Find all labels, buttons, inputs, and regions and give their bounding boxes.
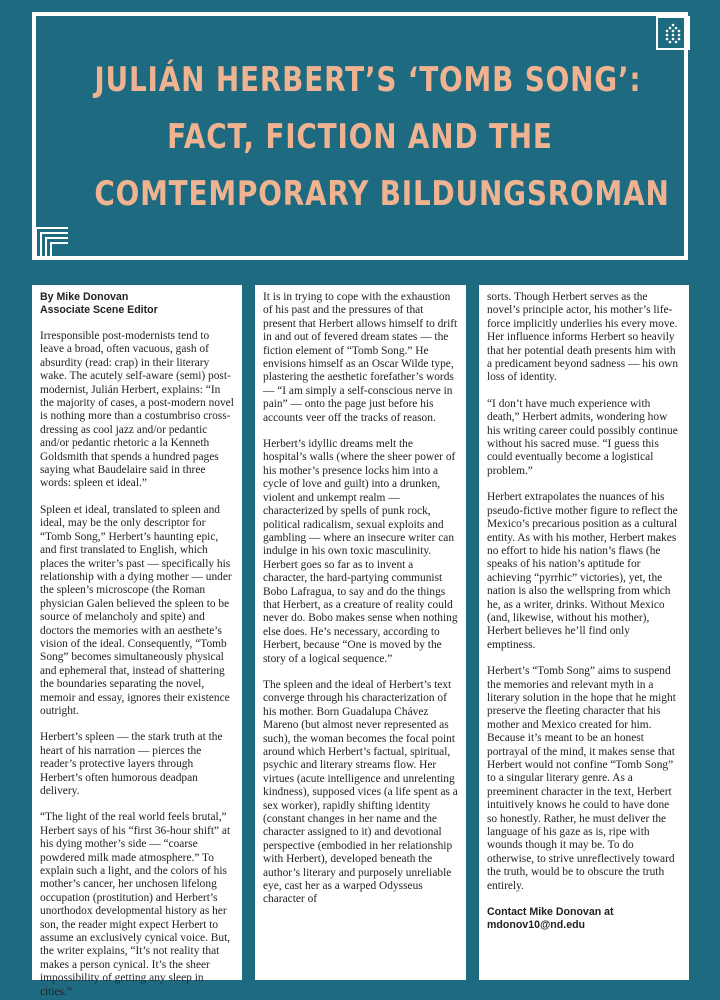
- paragraph: “The light of the real world feels brutal,” Herbert says of his “first 36-hour shift” at his dying mother’s side — “coarse powdered milk made atmosphere.” To explain such a light, and the colors of his mother’s cancer, her unchosen lifelong occupation (prostitution) and Herbert’s unorthodox developmental history as her son, the reader might expect Herbert to assume an exclusively cynical voice. But, the writer explains, “It’s not reality that makes a person cynical. It’s the sheer impossibility of getting any sleep in cities.”: [40, 811, 231, 998]
- paragraph: Irresponsible post-modernists tend to leave a broad, often vacuous, gash of absurdity (read: crap) in their literary wake. The acutely self-aware (semi) post-modernist, Julián Herbert, explains: “In the majority of cases, a post-modern novel is nothing more than a costumbriso cross-dressing as cool jazz and/or pedantic and/or pedantic rhetoric a la Kenneth Goldsmith that spends a hundred pages saying what Baudelaire said in three words: spleen et ideal.”: [40, 330, 234, 490]
- contact-line: Contact Mike Donovan at: [487, 906, 614, 919]
- article-column-3: [479, 285, 689, 980]
- title-line-2: FACT, FICTION AND THE: [167, 117, 553, 157]
- paragraph: Herbert’s “Tomb Song” aims to suspend the memories and relevant myth in a literary solution in the hope that he might preserve the fleeting character that his mother and Mexico created for him. Because it’s meant to be an honest portrayal of the mind, it makes sense that Herbert would not confine “Tomb Song” to a singular literary genre. As a preeminent character in the text, Herbert intuitively knows he could to have done so honestly. Rather, he must deliver the language of his gaze as is, ripe with wounds though it may be. To do otherwise, to strive unreflectively toward the truth, would be to obscure the truth entirely.: [487, 665, 676, 892]
- magazine-logo-icon: [656, 16, 690, 50]
- paragraph: It is in trying to cope with the exhaustion of his past and the pressures of that present that Herbert allows himself to drift in and out of fevered dream states — the fiction element of “Tomb Song.” He envisions himself as an Oscar Wilde type, plastering the aesthetic forefather’s words — “I am simply a self-conscious nerve in pain” — onto the page just before his accounts veer off the tracks of reason.: [263, 291, 458, 424]
- paragraph: Spleen et ideal, translated to spleen and ideal, may be the only descriptor for “Tomb Song,” Herbert’s haunting epic, and first translated to English, which places the writer’s past — specifically his relationship with a dying mother — under the spleen’s microscope (the Roman physician Galen believed the spleen to be source of melancholy and spite) and doctors the memories with an aesthete’s vision of the ideal. Consequently, “Tomb Song” becomes simultaneously physical and ephemeral that, instead of shattering the boundaries separating the novel, memoir and essay, ignores their existence outright.: [40, 503, 232, 717]
- contact-email[interactable]: mdonov10@nd.edu: [487, 919, 586, 932]
- title-box: [32, 12, 688, 260]
- title-line-1: JULIÁN HERBERT’S ‘TOMB SONG’:: [94, 60, 642, 100]
- title-line-3: COMTEMPORARY BILDUNGSROMAN: [94, 174, 670, 214]
- byline: [40, 291, 234, 317]
- paragraph: Herbert extrapolates the nuances of his pseudo-fictive mother figure to reflect the Mexico’s precarious position as a cultural entity. As with his mother, Herbert makes no effort to hide his nation’s flaws (he speaks of his nation’s aptitude for achieving “pyrrhic” victories), yet, the nation is also the wellspring from which he, as a writer, drinks. Without Mexico (and, likewise, without his mother), Herbert believes he’ll find only emptiness.: [487, 491, 678, 651]
- article-title: [94, 52, 670, 223]
- article-column-2: [255, 285, 466, 980]
- paragraph: sorts. Though Herbert serves as the novel’s principle actor, his mother’s life-force implicitly underlies his every move. Her influence informs Herbert so heavily that her potential death presents him with a predicament beyond sadness — his own loss of identity.: [487, 291, 679, 384]
- paragraph: Herbert’s spleen — the stark truth at the heart of his narration — pierces the reader’s protective layers through Herbert’s often humorous deadpan delivery.: [40, 731, 223, 797]
- byline-role: Associate Scene Editor: [40, 304, 158, 316]
- contact-info: [487, 906, 681, 932]
- corner-lines-icon: [34, 224, 70, 258]
- paragraph: The spleen and the ideal of Herbert’s text converge through his characterization of his mother. Born Guadalupa Chávez Mareno (but almost never represented as such), the woman becomes the focal point around which Herbert’s factual, spiritual, psychic and literary streams flow. Her virtues (acute intelligence and unrelenting kindness), supposed vices (a life spent as a sex worker), rapidly shifting identity (constant changes in her name and the character assigned to it) and devotional perspective (embodied in her relationship with Herbert), developed beneath the author’s literary and purposely unreliable eye, cast her as a warped Odysseus character of: [263, 678, 458, 906]
- paragraph: “I don’t have much experience with death,” Herbert admits, wondering how his writing career could possibly continue without his sacred muse. “I guess this could eventually become a logistical problem.”: [487, 397, 678, 477]
- article-column-1: [32, 285, 242, 998]
- paragraph: Herbert’s idyllic dreams melt the hospital’s walls (where the sheer power of his mother’s presence locks him into a cycle of love and guilt) into a drunken, violent and unkempt realm — characterized by spells of punk rock, political radicalism, sexual exploits and gambling — where an insecure writer can indulge in his own toxic masculinity. Herbert goes so far as to invent a character, the hard-partying communist Bobo Lafragua, to say and do the things that Herbert, as a creature of reality could never do. Bobo makes sense when nothing else does. He’s necessary, according to Herbert, because “One is moved by the story of a logical sequence.”: [263, 438, 458, 665]
- byline-author: By Mike Donovan: [40, 291, 129, 303]
